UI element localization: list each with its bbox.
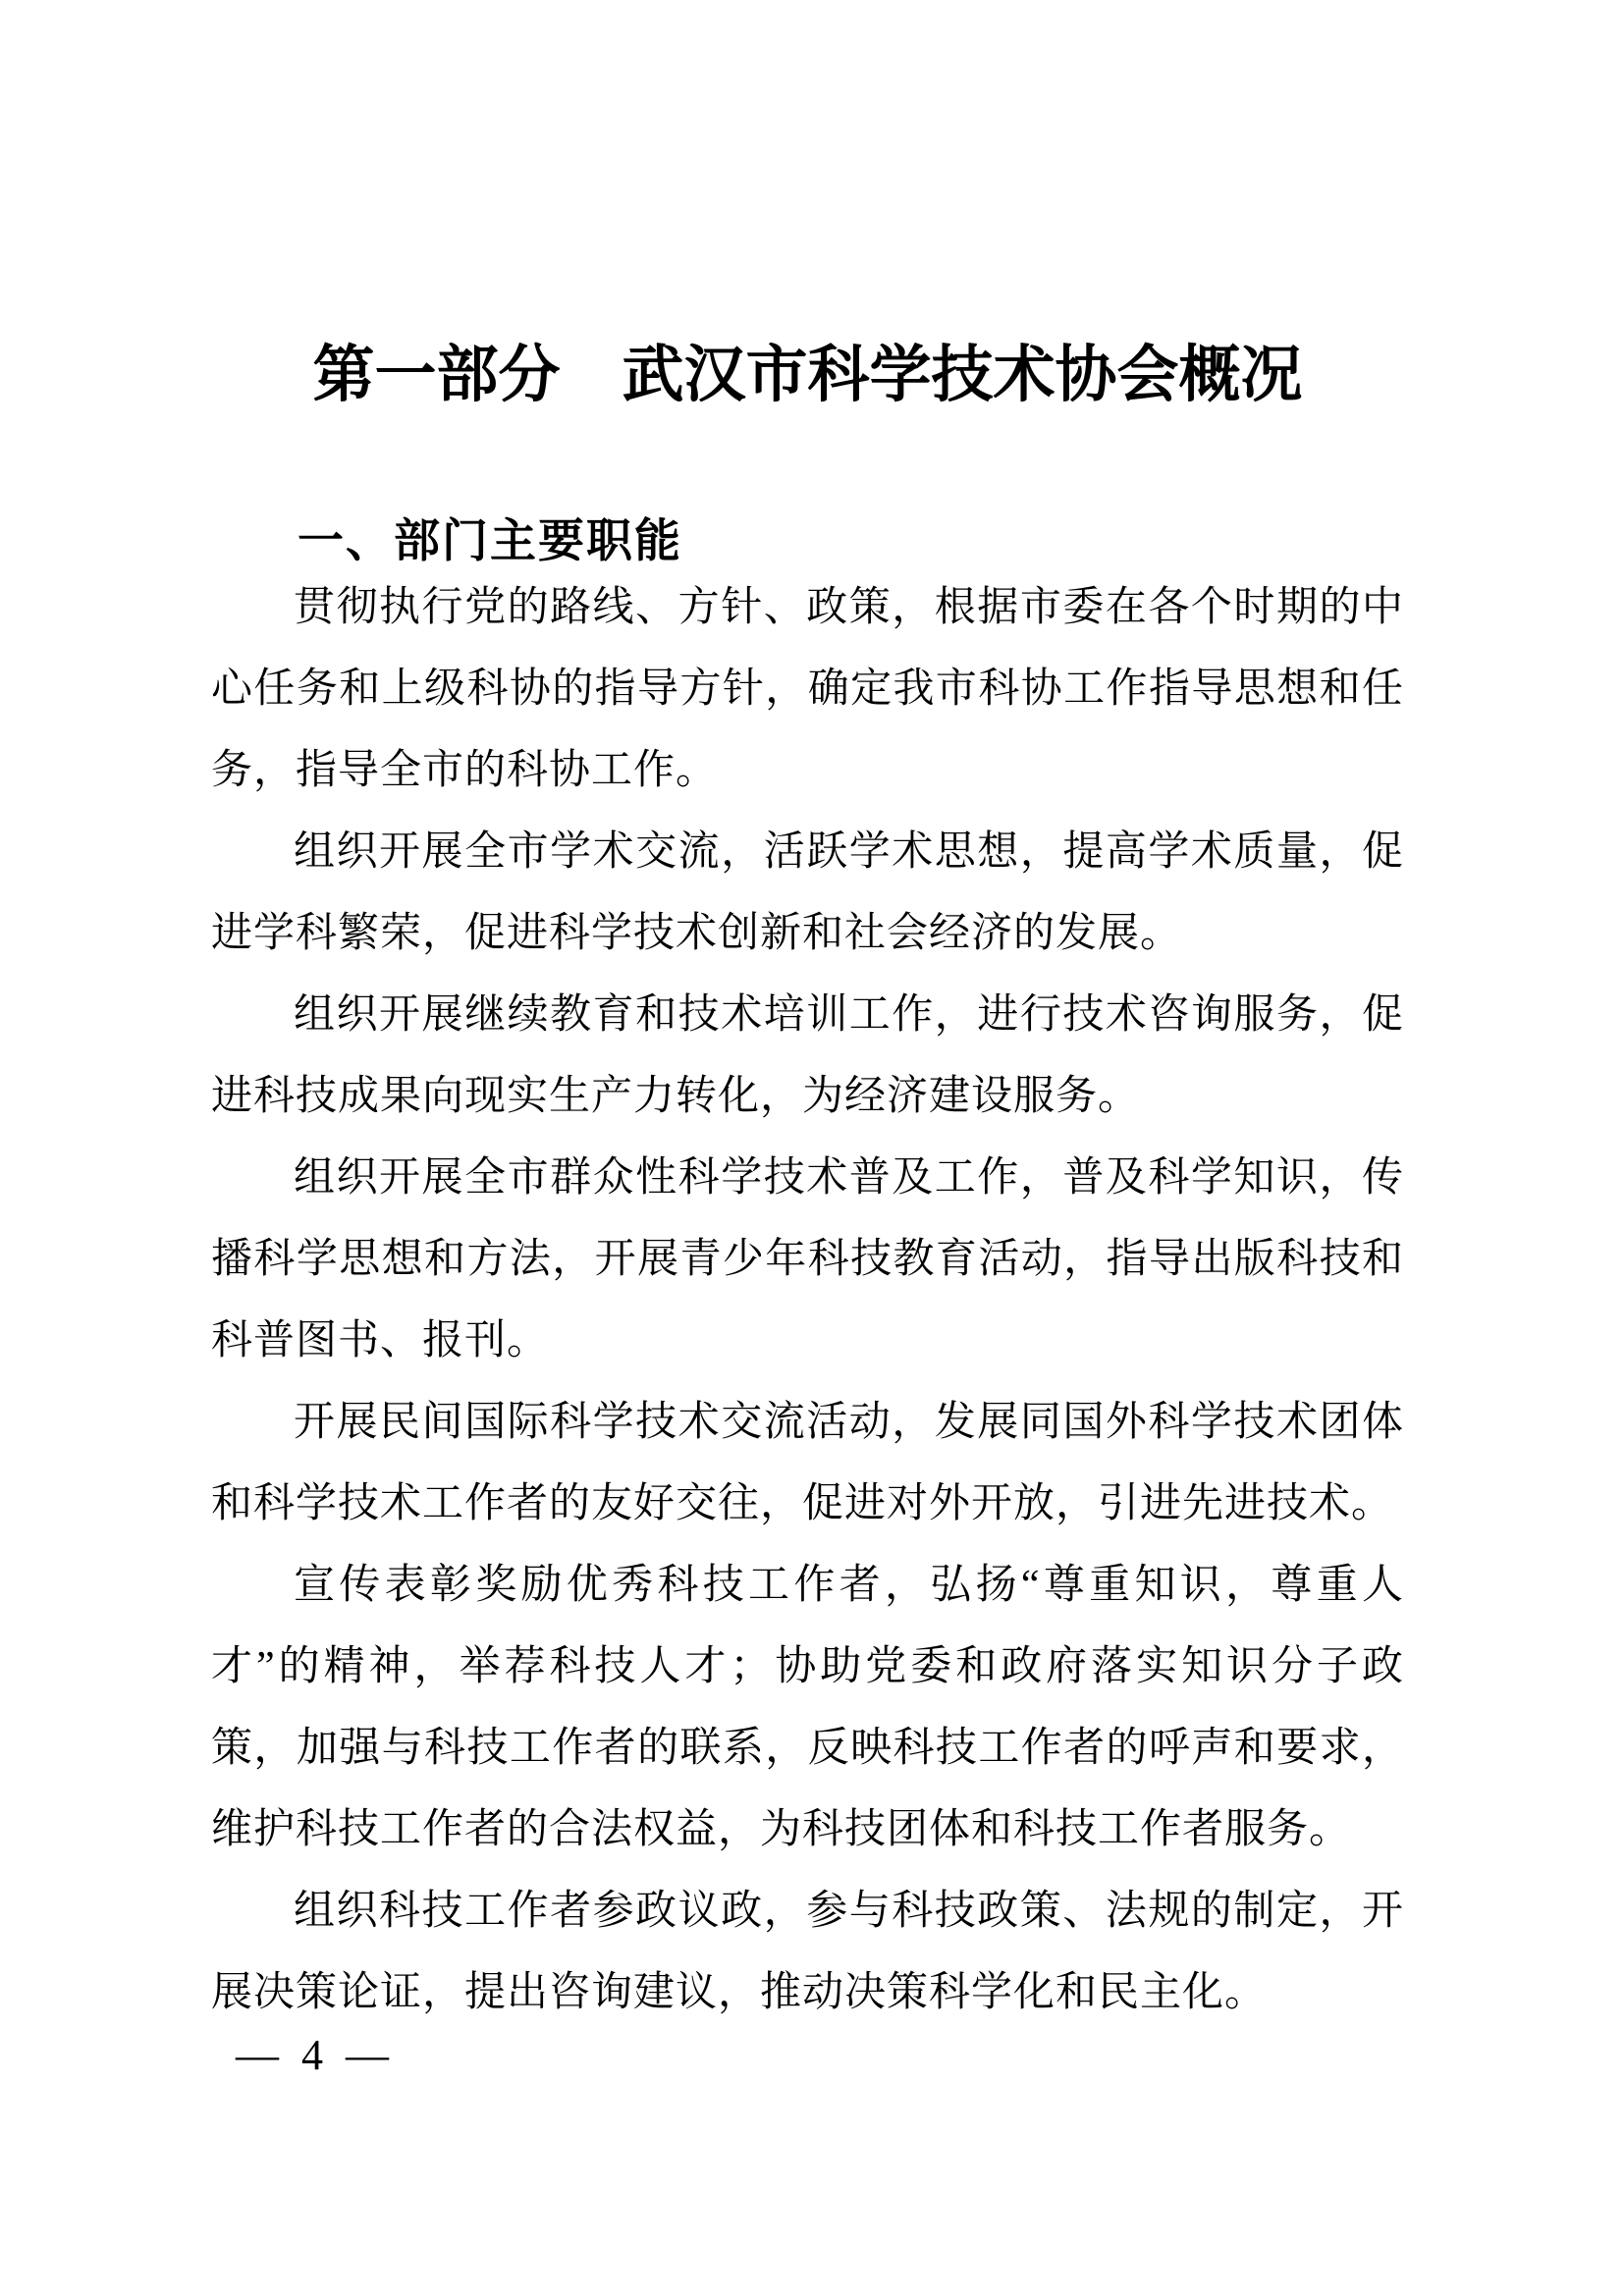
body-paragraph: 宣传表彰奖励优秀科技工作者，弘扬“尊重知识，尊重人才”的精神，举荐科技人才；协助党委和政府落实知识分子政策，加强与科技工作者的联系，反映科技工作者的呼声和要求，维护科技工作者的合法权益，为科技团体和科技工作者服务。 <box>211 1563 1404 1852</box>
body-paragraph: 组织科技工作者参政议政，参与科技政策、法规的制定，开展决策论证，提出咨询建议，推动决策科学化和民主化。 <box>211 1889 1404 2015</box>
body-paragraph: 组织开展继续教育和技术培训工作，进行技术咨询服务，促进科技成果向现实生产力转化，为经济建设服务。 <box>211 992 1404 1119</box>
body-paragraph: 组织开展全市群众性科学技术普及工作，普及科学知识，传播科学思想和方法，开展青少年科技教育活动，指导出版科技和科普图书、报刊。 <box>211 1155 1404 1363</box>
page-number: — 4 — <box>236 2031 395 2079</box>
body-paragraph: 贯彻执行党的路线、方针、政策，根据市委在各个时期的中心任务和上级科协的指导方针，确定我市科协工作指导思想和任务，指导全市的科协工作。 <box>211 585 1404 793</box>
body-paragraph: 开展民间国际科学技术交流活动，发展同国外科学技术团体和科学技术工作者的友好交往，促进对外开放，引进先进技术。 <box>211 1400 1404 1526</box>
body-paragraph: 组织开展全市学术交流，活跃学术思想，提高学术质量，促进学科繁荣，促进科学技术创新和社会经济的发展。 <box>211 829 1404 956</box>
document-title: 第一部分 武汉市科学技术协会概况 <box>312 341 1303 409</box>
section-heading: 一、部门主要职能 <box>298 514 682 566</box>
